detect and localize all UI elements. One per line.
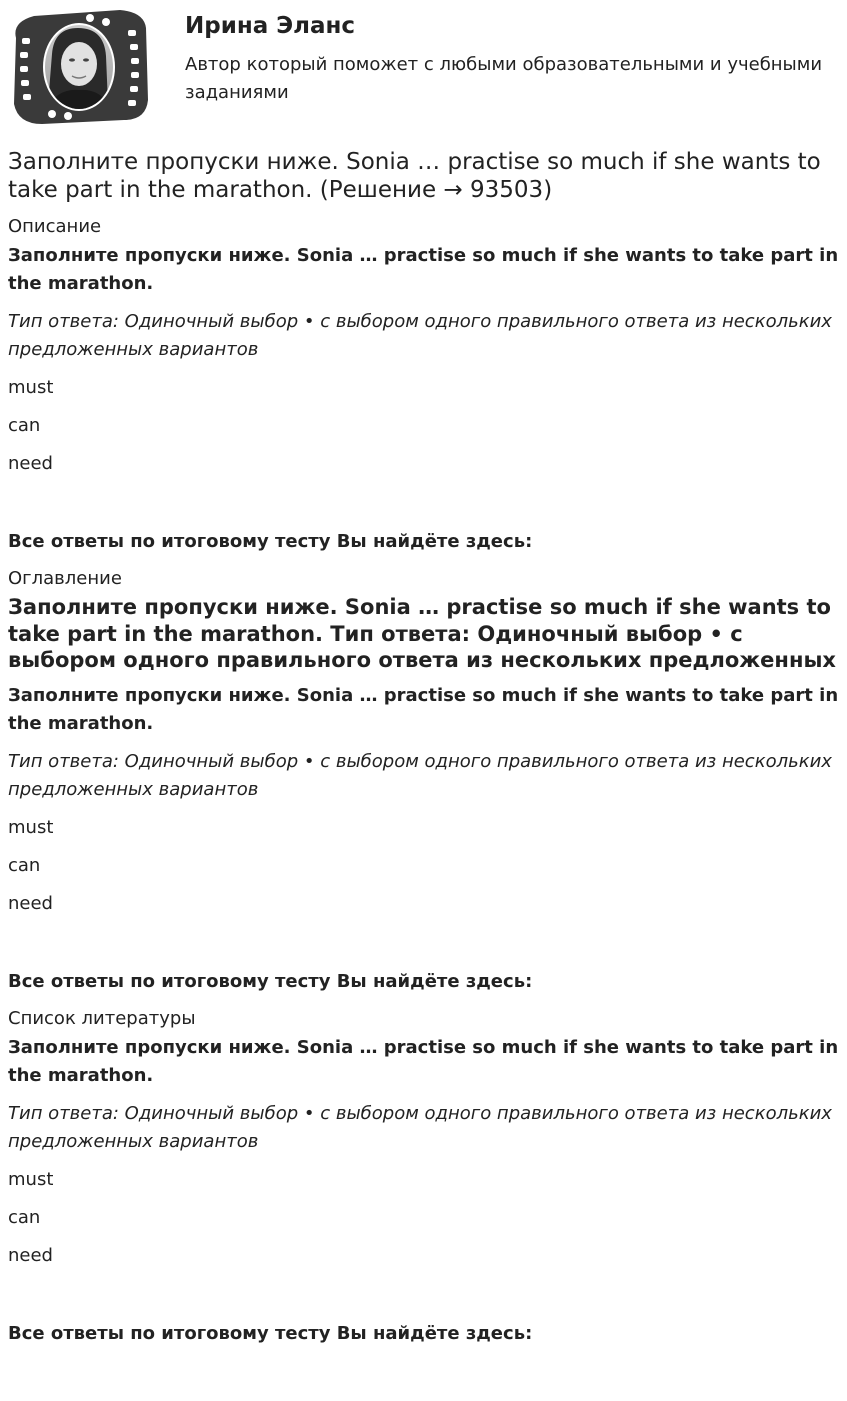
answer-type: Тип ответа: Одиночный выбор • с выбором одного правильного ответа из нескольких предложенных вариантов — [8, 750, 832, 800]
option-need: need — [8, 892, 53, 914]
section-label: Список литературы — [8, 1007, 196, 1029]
section-description — [8, 214, 840, 556]
option-can: can — [8, 415, 41, 436]
contents-heading: Заполните пропуски ниже. Sonia … practise so much if she wants to take part in the marathon. Тип ответа: Одиночный выбор • с выбором одного правильного ответа из нескольких предложенных — [8, 595, 836, 672]
author-name: Ирина Эланс — [185, 13, 356, 39]
page — [8, 8, 840, 1348]
option-need: need — [8, 453, 53, 474]
author-description: Автор который поможет с любыми образовательными и учебными заданиями — [185, 54, 823, 103]
answer-type: Тип ответа: Одиночный выбор • с выбором одного правильного ответа из нескольких предложенных вариантов — [8, 1102, 832, 1152]
section-label: Описание — [8, 216, 102, 237]
author-block — [8, 8, 840, 136]
question-text: Заполните пропуски ниже. Sonia … practise so much if she wants to take part in the marathon. — [8, 684, 839, 734]
answer-type: Тип ответа: Одиночный выбор • с выбором одного правильного ответа из нескольких предложенных вариантов — [8, 311, 832, 360]
option-must: must — [8, 816, 54, 838]
film-strip-avatar-icon — [8, 8, 150, 126]
section-references — [8, 1006, 840, 1348]
option-can: can — [8, 1206, 41, 1228]
page-title: Заполните пропуски ниже. Sonia … practise so much if she wants to take part in the marathon. (Решение → 93503) — [8, 149, 821, 203]
section-contents — [8, 566, 840, 996]
all-answers-text: Все ответы по итоговому тесту Вы найдёте здесь: — [8, 531, 533, 552]
all-answers-text: Все ответы по итоговому тесту Вы найдёте здесь: — [8, 970, 533, 992]
all-answers-text: Все ответы по итоговому тесту Вы найдёте здесь: — [8, 1322, 533, 1344]
section-label: Оглавление — [8, 568, 122, 589]
option-must: must — [8, 377, 54, 398]
option-must: must — [8, 1168, 54, 1190]
option-can: can — [8, 854, 41, 876]
question-text: Заполните пропуски ниже. Sonia … practise so much if she wants to take part in the marathon. — [8, 1036, 839, 1086]
option-need: need — [8, 1244, 53, 1266]
question-text: Заполните пропуски ниже. Sonia … practise so much if she wants to take part in the marathon. — [8, 245, 839, 294]
